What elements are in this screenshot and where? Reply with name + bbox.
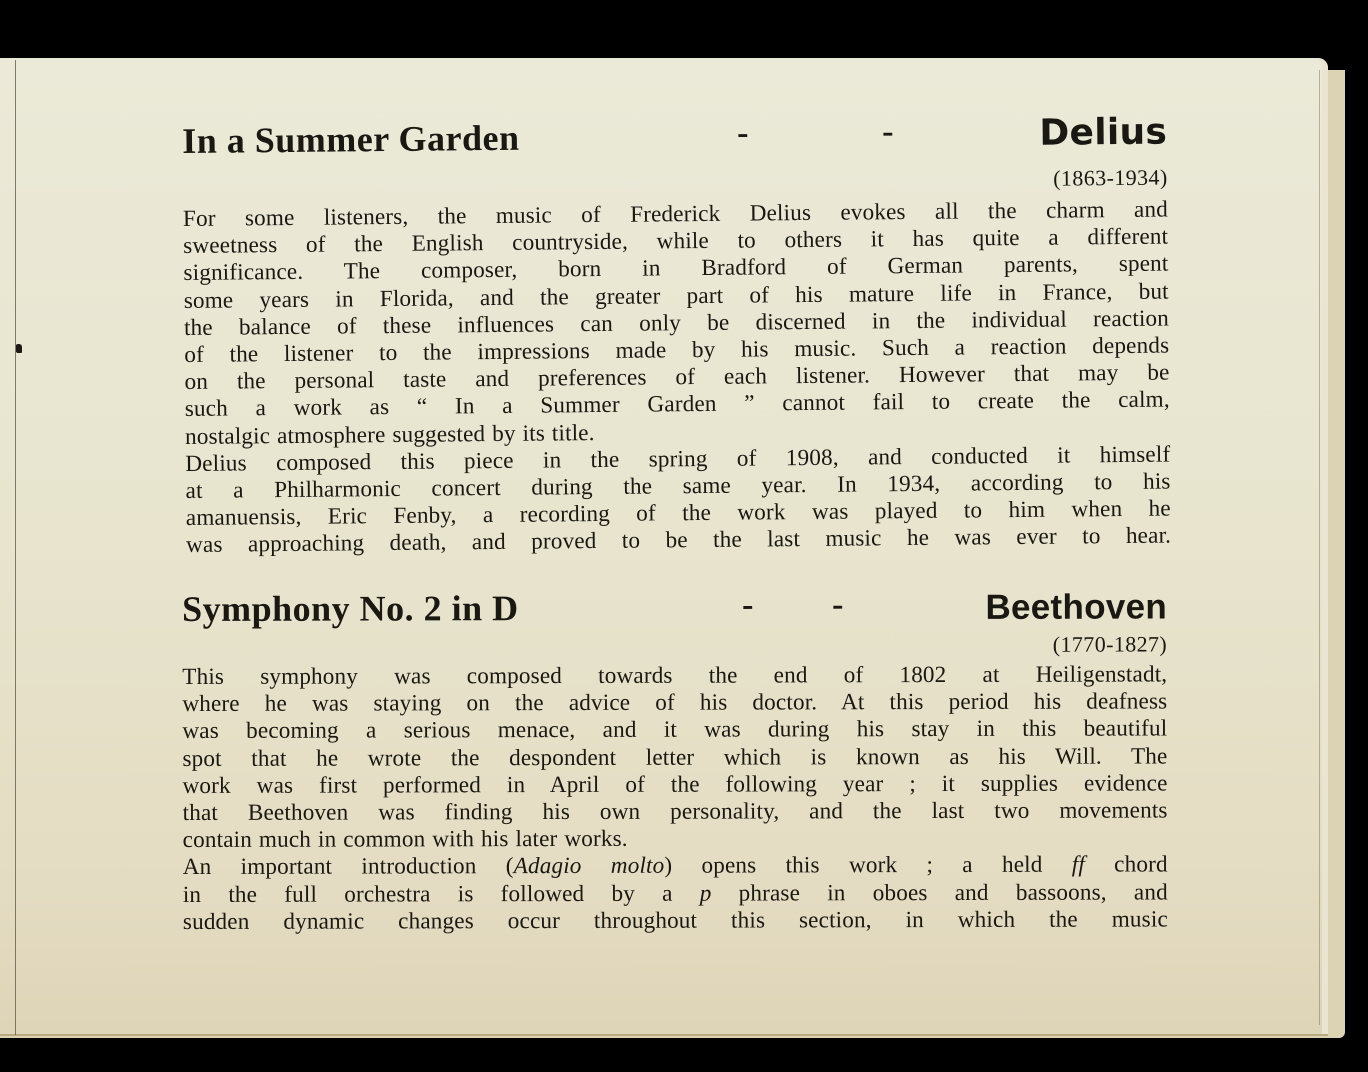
programme-notes (182, 111, 1172, 936)
text-run: phrase in oboes and bassoons, and (711, 878, 1168, 906)
text-line: significance. The composer, born in Bradford of German parents, spent (183, 250, 1169, 287)
text-line: was becoming a serious menace, and it was during his stay in this beautiful (182, 715, 1168, 745)
paragraph (185, 441, 1171, 559)
text-line: sweetness of the English countryside, while to others it has quite a different (183, 223, 1169, 260)
work-title: Symphony No. 2 in D (182, 587, 519, 629)
text-line: For some listeners, the music of Frederick Delius evokes all the charm and (182, 196, 1169, 232)
text-line: Delius composed this piece in the spring of 1908, and conducted it himself (185, 441, 1171, 477)
paragraph (182, 661, 1167, 854)
text-run: chord (1084, 851, 1168, 878)
text-line: was approaching death, and proved to be the last music he was ever to hear. (185, 522, 1172, 559)
section-delius (182, 109, 1171, 560)
text-line: some years in Florida, and the greater part of his mature life in France, but (183, 278, 1169, 314)
paragraph (183, 851, 1168, 935)
text-line: of the listener to the impressions made by his music. Such a reaction depends (184, 332, 1170, 369)
section-beethoven (182, 583, 1168, 936)
text-line: on the personal taste and preferences of each listener. However that may be (184, 359, 1170, 396)
staple-mark (16, 344, 22, 353)
heading-dash: - (742, 586, 754, 624)
text-line: such a work as “ In a Summer Garden ” cannot fail to create the calm, (184, 386, 1170, 423)
text-line: that Beethoven was finding his own personality, and the last two movements (182, 797, 1168, 826)
text-line (183, 851, 1168, 881)
text-line: spot that he wrote the despondent letter which is known as his Will. The (182, 742, 1168, 772)
text-line: contain much in common with his later works. (182, 825, 628, 853)
text-line (183, 879, 1168, 909)
work-title: In a Summer Garden (182, 117, 520, 161)
text-line: sudden dynamic changes occur throughout this section, in which the music (182, 905, 1168, 935)
composer-dates: (1863-1934) (1053, 164, 1168, 191)
heading-dash: - (736, 114, 749, 152)
dynamic-marking: p (699, 879, 712, 906)
text-line: where he was staying on the advice of his doctor. At this period his deafness (182, 688, 1168, 717)
text-line: at a Philharmonic concert during the same year. In 1934, according to his (185, 468, 1171, 505)
text-run: An important introduction ( (182, 853, 514, 881)
text-run: ) opens this work ; a held (664, 851, 1072, 879)
text-line: the balance of these influences can only be discerned in the individual reaction (183, 305, 1170, 341)
heading-dash: - (832, 585, 844, 623)
composer-name: Beethoven (985, 587, 1168, 627)
section-heading (182, 583, 1167, 632)
text-run: in the full orchestra is followed by a (182, 879, 700, 908)
section-heading (182, 109, 1167, 164)
composer-dates: (1770-1827) (1052, 631, 1168, 657)
spine-fold-line (15, 60, 16, 1035)
tempo-marking: Adagio molto (513, 852, 665, 880)
heading-dash: - (881, 113, 894, 151)
text-line: nostalgic atmosphere suggested by its title. (184, 419, 595, 450)
paragraph (183, 197, 1170, 451)
composer-name: Delius (1039, 111, 1168, 154)
text-line: This symphony was composed towards the end of 1802 at Heiligenstadt, (182, 661, 1168, 690)
text-line: work was first performed in April of the following year ; it supplies evidence (182, 769, 1168, 799)
dynamic-marking: ff (1071, 851, 1085, 878)
text-line: amanuensis, Eric Fenby, a recording of the work was played to him when he (185, 495, 1171, 532)
